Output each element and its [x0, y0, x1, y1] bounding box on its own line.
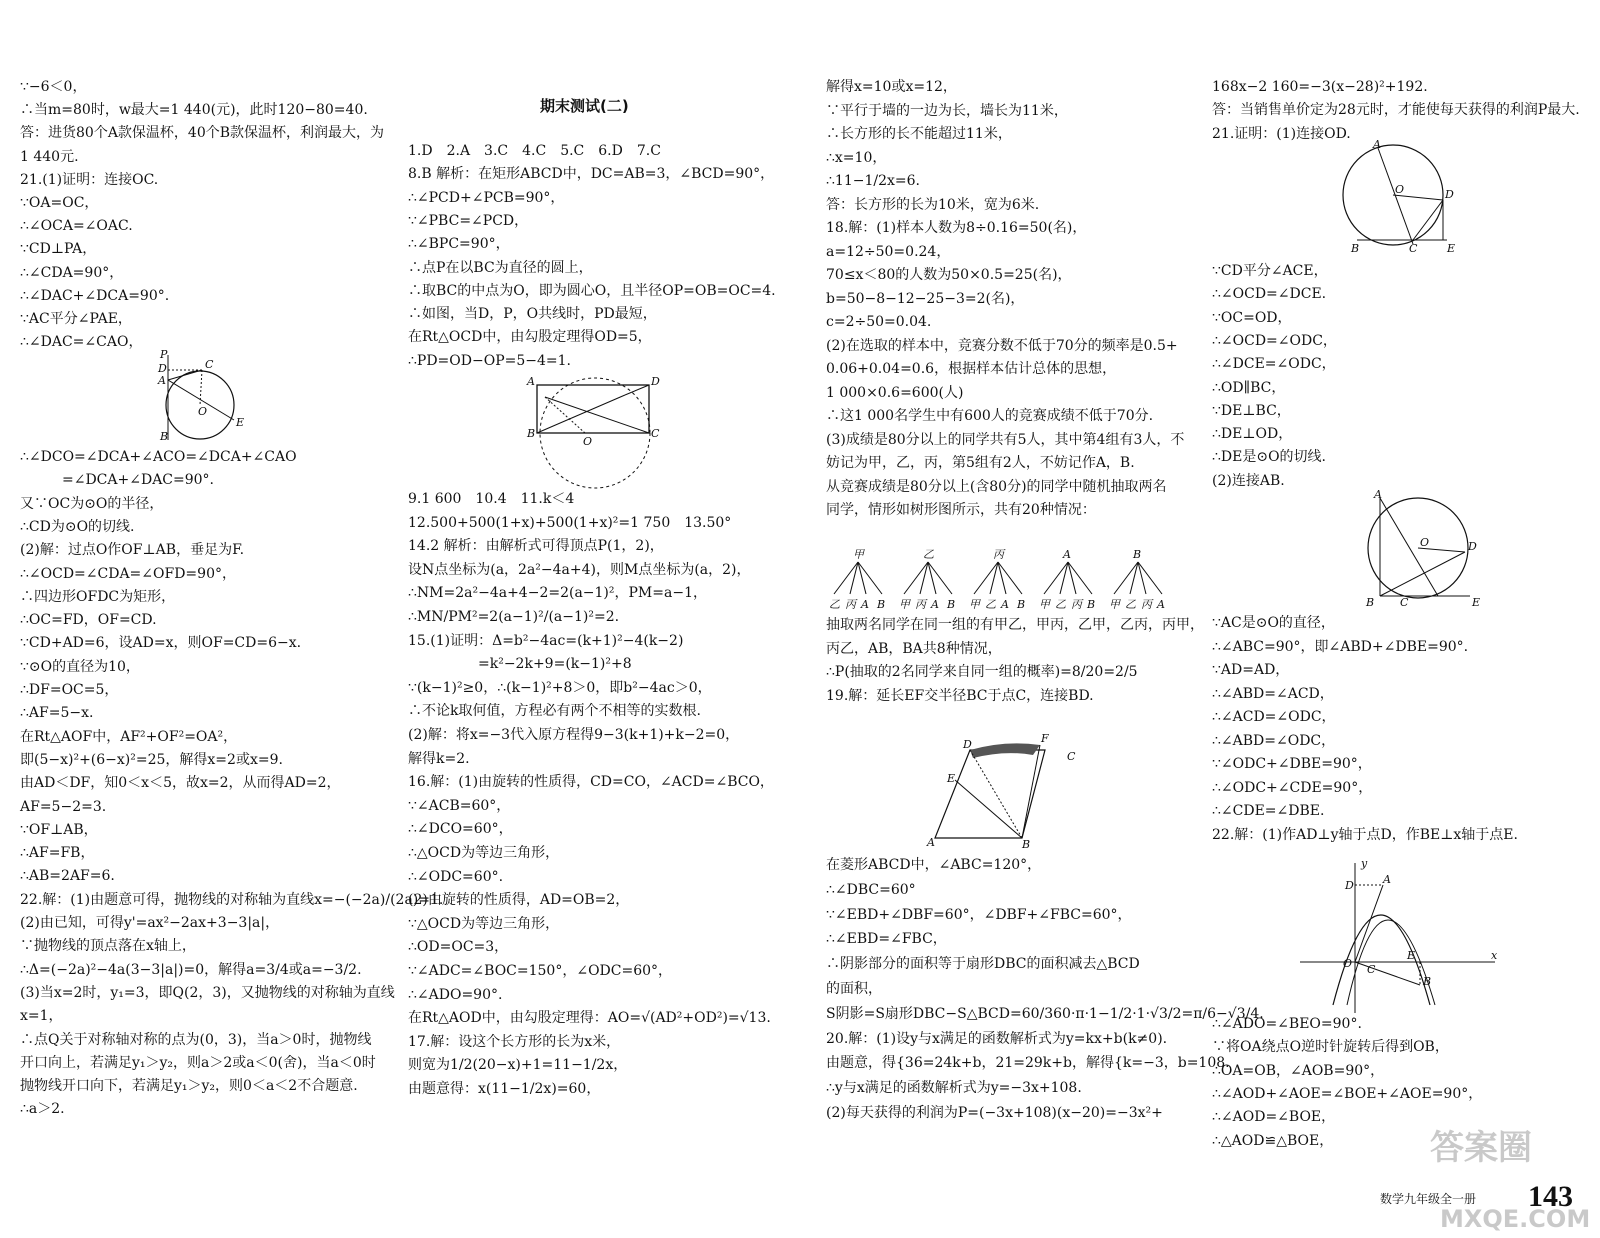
text-line: ∴∠OCD=∠ODC， [1212, 332, 1337, 349]
text-line: 16.解：(1)由旋转的性质得，CD=CO，∠ACD=∠BCO， [408, 774, 774, 791]
text-line: ∴∠ACD=∠ODC， [1212, 709, 1336, 725]
svg-text:P: P [160, 348, 168, 361]
text-line: ∵AC平分∠PAE， [20, 311, 132, 327]
text-line: ∴∠OCD=∠CDA=∠OFD=90°， [20, 565, 236, 582]
text-line: 由题意得：x(11−1/2x)=60， [408, 1081, 601, 1097]
text-line: 开口向上，若满足y₁＞y₂，则a＞2或a＜0(舍)，当a＜0时 [20, 1054, 376, 1071]
svg-text:y: y [1361, 857, 1368, 870]
text-line: ∵∠PBC=∠PCD， [408, 212, 529, 229]
svg-text:E: E [1407, 949, 1416, 962]
text-line: (2)由已知，可得y'=ax²−2ax+3−3|a|， [20, 915, 280, 931]
svg-text:O: O [583, 435, 593, 448]
text-line: ∴AF=FB， [20, 845, 95, 862]
text-line: (2)每天获得的利润为P=(−3x+108)(x−20)=−3x²+ [826, 1105, 1163, 1121]
text-line: ∴OD∥BC， [1212, 379, 1286, 396]
text-line: 在菱形ABCD中，∠ABC=120°， [826, 857, 1042, 873]
text-line: ∴DE是⊙O的切线. [1212, 449, 1327, 466]
text-line: ∴∠ADO=∠BEO=90°. [1212, 1016, 1362, 1032]
svg-text:A: A [1383, 873, 1391, 886]
text-line: 即(5−x)²+(6−x)²=25，解得x=2或x=9. [20, 751, 283, 768]
tree-leaf: A [1157, 598, 1165, 611]
text-line: ∴∠EBD=∠FBC， [826, 931, 947, 948]
svg-text:A: A [1374, 488, 1382, 501]
text-line: ∴P(抽取的2名同学来自同一组的概率)=8/20=2/5 [826, 664, 1138, 680]
text-line: 设N点坐标为(a，2a²−4a+4)，则M点坐标为(a，2)， [408, 561, 751, 578]
text-line: ∴OD=OC=3， [408, 939, 509, 956]
text-line: 的面积， [826, 981, 882, 997]
svg-text:x: x [1491, 949, 1498, 962]
tree-root: 乙 [923, 548, 934, 561]
tree-root: 甲 [853, 548, 864, 561]
svg-text:A: A [927, 836, 935, 849]
tree-leaf: A [931, 598, 939, 611]
figure-circle-tangent-2 [1335, 140, 1460, 255]
text-line: 1.D 2.A 3.C 4.C 5.C 6.D 7.C [408, 143, 661, 159]
text-line: 8.B 解析：在矩形ABCD中，DC=AB=3，∠BCD=90°， [408, 166, 775, 183]
svg-text:O: O [1395, 183, 1405, 196]
text-line: ∴∠AOD+∠AOE=∠BOE+∠AOE=90°， [1212, 1085, 1483, 1102]
text-line: ∴y与x满足的函数解析式为y=−3x+108. [826, 1080, 1082, 1097]
svg-text:B: B [1351, 242, 1360, 255]
text-line: ∴OC=FD，OF=CD. [20, 612, 157, 629]
text-line: ∴∠CDA=90°， [20, 264, 124, 281]
text-line: ∴∠DAC+∠DCA=90°. [20, 287, 170, 304]
text-line: ∴∠CDE=∠DBE. [1212, 803, 1325, 819]
text-line: ∴x=10， [826, 149, 887, 166]
tree-leaf: 乙 [1125, 598, 1136, 611]
text-line: ∴取BC的中点为O，即为圆心O，且半径OP=OB=OC=4. [408, 282, 776, 299]
section-title: 期末测试(二) [540, 97, 629, 115]
tree-root: A [1063, 548, 1071, 561]
text-line: 0.06+0.04=0.6，根据样本估计总体的思想， [826, 361, 1117, 377]
text-line: ∵∠ADC=∠BOC=150°，∠ODC=60°， [408, 963, 673, 979]
text-line: ∴CD为⊙O的切线. [20, 518, 135, 535]
text-line: 解得k=2. [408, 750, 470, 767]
text-line: ∴∠OCD=∠DCE. [1212, 286, 1327, 303]
text-line: 由题意，得{36=24k+b，21=29k+b，解得{k=−3，b=108. [826, 1055, 1230, 1072]
text-line: x=1， [20, 1008, 63, 1025]
text-line: ∴NM=2a²−4a+4−2=2(a−1)²，PM=a−1， [408, 585, 707, 602]
svg-text:C: C [1067, 750, 1076, 763]
text-line: ∴OA=OB，∠AOB=90°， [1212, 1062, 1385, 1079]
text-line: ∵OF⊥AB， [20, 821, 98, 838]
text-line: ∴AB=2AF=6. [20, 868, 115, 885]
text-line: 妨记为甲，乙，丙，第5组有2人，不妨记作A，B. [826, 455, 1135, 471]
text-line: (2)解：将x=−3代入原方程得9−3(k+1)+k−2=0， [408, 727, 740, 743]
text-line: ∵将OA绕点O逆时针旋转后得到OB， [1212, 1039, 1449, 1056]
text-line: ∴△OCD为等边三角形， [408, 845, 560, 861]
watermark-url: MXQE.COM [1440, 1205, 1591, 1233]
text-line: 解得x=10或x=12， [826, 79, 957, 95]
tree-leaf: 乙 [1055, 598, 1066, 611]
svg-text:D: D [1345, 879, 1354, 892]
figure-circle-tangent-3 [1360, 490, 1485, 610]
svg-text:A: A [158, 374, 166, 387]
text-line: ∵△OCD为等边三角形， [408, 915, 560, 932]
tree-leaf: B [877, 598, 886, 611]
text-line: ∵∠ODC+∠DBE=90°， [1212, 756, 1372, 772]
text-line: ∴点Q关于对称轴对称的点为(0，3)，当a＞0时，抛物线 [20, 1031, 372, 1048]
text-line: 12.500+500(1+x)+500(1+x)²=1 750 13.50° [408, 514, 732, 531]
tree-leaf: B [947, 598, 956, 611]
svg-text:B: B [1423, 975, 1432, 988]
tree-leaf: 甲 [969, 598, 980, 611]
text-line: ∵CD平分∠ACE， [1212, 263, 1328, 279]
svg-text:E: E [947, 772, 956, 785]
text-line: ∴点P在以BC为直径的圆上， [408, 259, 593, 276]
text-line: ∴∠ODC+∠CDE=90°， [1212, 779, 1373, 796]
text-line: ∴∠ABC=90°，即∠ABD+∠DBE=90°. [1212, 638, 1469, 655]
tree-leaf: A [861, 598, 869, 611]
text-line: 在Rt△OCD中，由勾股定理得OD=5， [408, 329, 652, 346]
text-line: (2)在选取的样本中，竞赛分数不低于70分的频率是0.5+ [826, 337, 1178, 354]
svg-text:F: F [1041, 732, 1049, 745]
text-line: ∵CD⊥PA， [20, 241, 97, 258]
text-line: ∵平行于墙的一边为长，墙长为11米， [826, 102, 1068, 119]
tree-diagram [828, 548, 1188, 618]
text-line: ∴这1 000名学生中有600人的竞赛成绩不低于70分. [826, 408, 1154, 424]
text-line: b=50−8−12−25−3=2(名)， [826, 290, 1025, 307]
figure-parabola-axes [1295, 855, 1500, 1015]
svg-text:C: C [205, 358, 214, 371]
text-line: (2)连接AB. [1212, 472, 1285, 489]
tree-leaf: 乙 [829, 598, 840, 611]
text-line: ∴不论k取何值，方程必有两个不相等的实数根. [408, 703, 701, 720]
text-line: 9.1 600 10.4 11.k＜4 [408, 491, 575, 507]
svg-text:D: D [1445, 188, 1454, 201]
text-line: ∴AF=5−x. [20, 705, 94, 722]
text-line: 在Rt△AOD中，由勾股定理得：AO=√(AD²+OD²)=√13. [408, 1010, 771, 1027]
text-line: 由AD＜DF，知0＜x＜5，故x=2，从而得AD=2， [20, 775, 341, 792]
text-line: ∴阴影部分的面积等于扇形DBC的面积减去△BCD [826, 956, 1140, 973]
text-line: ∴DF=OC=5， [20, 682, 119, 698]
text-line: ∴∠DCO=60°， [408, 821, 513, 838]
svg-text:D: D [1468, 540, 1477, 553]
figure-rhombus-sector [925, 730, 1085, 850]
text-line: ∵OA=OC， [20, 195, 99, 211]
tree-leaf: B [1087, 598, 1096, 611]
text-line: 14.2 解析：由解析式可得顶点P(1，2)， [408, 538, 664, 555]
svg-text:C: C [651, 427, 660, 440]
text-line: 18.解：(1)样本人数为8÷0.16=50(名)， [826, 220, 1087, 236]
text-line: a=12÷50=0.24， [826, 243, 951, 260]
text-line: ∴△AOD≌△BOE， [1212, 1132, 1334, 1149]
svg-text:B: B [160, 430, 169, 443]
svg-text:C: C [1400, 596, 1409, 609]
figure-circle-tangent [150, 350, 245, 445]
svg-text:A: A [527, 375, 535, 388]
text-line: 在Rt△AOF中，AF²+OF²=OA²， [20, 728, 238, 745]
svg-text:O: O [1420, 536, 1430, 549]
text-line: ∴∠OCA=∠OAC. [20, 218, 133, 235]
text-line: 21.证明：(1)连接OD. [1212, 125, 1351, 142]
text-line: ∵CD+AD=6，设AD=x，则OF=CD=6−x. [20, 635, 302, 652]
text-line: ∴∠DAC=∠CAO， [20, 334, 143, 351]
page-number: 143 [1528, 1180, 1573, 1213]
text-line: (3)当x=2时，y₁=3，即Q(2，3)，又抛物线的对称轴为直线 [20, 984, 395, 1001]
text-line: AF=5−2=3. [20, 798, 107, 815]
text-line: ∴∠DBC=60° [826, 881, 916, 898]
svg-text:C: C [1409, 242, 1418, 255]
figure-rectangle-circle [525, 375, 670, 490]
text-line: ∴11−1/2x=6. [826, 173, 920, 189]
text-line: ∴∠ADO=90°. [408, 986, 503, 1003]
text-line: ∵⊙O的直径为10， [20, 658, 140, 675]
text-line: ∵∠ACB=60°， [408, 797, 511, 814]
text-line: ∴四边形OFDC为矩形， [20, 588, 176, 605]
text-line: 1 000×0.6=600(人) [826, 384, 964, 401]
text-line: S阴影=S扇形DBC−S△BCD=60/360·π·1−1/2·1·√3/2=π/6−√3/4. [826, 1005, 1264, 1022]
text-line: c=2÷50=0.04. [826, 314, 932, 330]
text-line: ∵−6＜0， [20, 79, 87, 95]
text-line: 又∵OC为⊙O的半径， [20, 495, 164, 512]
text-line: 22.解：(1)由题意可得，抛物线的对称轴为直线x=−(−2a)/(2a)=1. [20, 891, 444, 908]
text-line: 答：长方形的长为10米，宽为6米. [826, 196, 1040, 213]
text-line: 22.解：(1)作AD⊥y轴于点D，作BE⊥x轴于点E. [1212, 826, 1518, 843]
svg-text:O: O [1343, 957, 1353, 970]
text-line: ∴∠PCD+∠PCB=90°， [408, 189, 565, 206]
svg-text:C: C [1367, 963, 1376, 976]
svg-text:D: D [651, 375, 660, 388]
svg-text:E: E [236, 416, 245, 429]
text-line: ∴a＞2. [20, 1101, 65, 1118]
text-line: (2)解：过点O作OF⊥AB，垂足为F. [20, 542, 245, 559]
text-line: ∴∠AOD=∠BOE， [1212, 1109, 1336, 1126]
text-line: ∵∠EBD+∠DBF=60°，∠DBF+∠FBC=60°， [826, 906, 1132, 923]
svg-text:E: E [1447, 242, 1456, 255]
svg-text:B: B [1022, 838, 1031, 851]
svg-text:A: A [1373, 138, 1381, 151]
tree-root: B [1133, 548, 1142, 561]
text-line: ∴∠ABD=∠ACD， [1212, 685, 1334, 702]
text-line: ∴∠ABD=∠ODC， [1212, 732, 1336, 749]
text-line: ∴∠BPC=90°， [408, 236, 510, 253]
text-line: ∵DE⊥BC， [1212, 402, 1291, 419]
text-line: ∴DE⊥OD， [1212, 426, 1293, 443]
text-line: ∴PD=OD−OP=5−4=1. [408, 352, 571, 369]
svg-text:B: B [1366, 596, 1375, 609]
svg-text:E: E [1472, 596, 1481, 609]
text-line: 15.(1)证明：Δ=b²−4ac=(k+1)²−4(k−2) [408, 632, 684, 649]
text-line: 21.(1)证明：连接OC. [20, 171, 159, 188]
text-line: 则宽为1/2(20−x)+1=11−1/2x， [408, 1057, 628, 1074]
tree-root: 丙 [993, 548, 1004, 561]
text-line: 20.解：(1)设y与x满足的函数解析式为y=kx+b(k≠0). [826, 1030, 1168, 1047]
tree-leaf: 甲 [1109, 598, 1120, 611]
tree-leaf: 乙 [985, 598, 996, 611]
text-line: ∵(k−1)²≥0，∴(k−1)²+8＞0，即b²−4ac＞0， [408, 679, 712, 696]
text-line: 抛物线开口向下，若满足y₁＞y₂，则0＜a＜2不合题意. [20, 1078, 358, 1095]
text-line: =k²−2k+9=(k−1)²+8 [408, 656, 632, 673]
text-line: 丙乙，AB，BA共8种情况， [826, 640, 1002, 657]
text-line: 答：进货80个A款保温杯，40个B款保温杯，利润最大，为 [20, 125, 385, 142]
text-line: ∴长方形的长不能超过11米， [826, 126, 1012, 142]
text-line: ∵AC是⊙O的直径， [1212, 615, 1335, 631]
tree-leaf: 甲 [1039, 598, 1050, 611]
tree-leaf: 甲 [899, 598, 910, 611]
svg-text:B: B [527, 427, 536, 440]
tree-leaf: A [1001, 598, 1009, 611]
watermark-logo: 答案圈 [1430, 1128, 1532, 1168]
text-line: 抽取两名同学在同一组的有甲乙，甲丙，乙甲，乙丙，丙甲， [826, 617, 1204, 633]
text-line: 17.解：设这个长方形的长为x米， [408, 1033, 621, 1050]
tree-leaf: 丙 [915, 598, 926, 611]
text-line: (3)成绩是80分以上的同学共有5人，其中第4组有3人，不 [826, 431, 1185, 448]
text-line: ∴如图，当D，P，O共线时，PD最短， [408, 306, 657, 323]
tree-leaf: 丙 [1141, 598, 1152, 611]
text-line: 168x−2 160=−3(x−28)²+192. [1212, 79, 1428, 95]
text-line: ∴∠DCE=∠ODC， [1212, 356, 1336, 373]
text-line: ∴∠ODC=60°. [408, 868, 504, 885]
text-line: ∴MN/PM²=2(a−1)²/(a−1)²=2. [408, 609, 620, 625]
tree-leaf: B [1017, 598, 1026, 611]
text-line: ∵抛物线的顶点落在x轴上， [20, 938, 196, 955]
text-line: ∴Δ=(−2a)²−4a(3−3|a|)=0，解得a=3/4或a=−3/2. [20, 961, 362, 978]
text-line: (2)由旋转的性质得，AD=OB=2， [408, 892, 630, 909]
text-line: 同学，情形如树形图所示，共有20种情况： [826, 502, 1096, 518]
text-line: 从竞赛成绩是80分以上(含80分)的同学中随机抽取两名 [826, 478, 1167, 495]
svg-text:D: D [158, 362, 167, 375]
text-line: 答：当销售单价定为28元时，才能使每天获得的利润P最大. [1212, 102, 1580, 119]
text-line: =∠DCA+∠DAC=90°. [20, 472, 215, 489]
tree-leaf: 丙 [845, 598, 856, 611]
text-line: ∴当m=80时，w最大=1 440(元)，此时120−80=40. [20, 102, 368, 119]
svg-text:D: D [963, 738, 972, 751]
tree-leaf: 丙 [1071, 598, 1082, 611]
text-line: ∵AD=AD， [1212, 662, 1290, 678]
text-line: 1 440元. [20, 148, 79, 165]
text-line: 19.解：延长EF交半径BC于点C，连接BD. [826, 687, 1094, 704]
text-line: 70≤x＜80的人数为50×0.5=25(名)， [826, 267, 1072, 283]
text-line: ∵OC=OD， [1212, 309, 1292, 326]
svg-text:O: O [198, 405, 208, 418]
book-title: 数学九年级全一册 [1380, 1192, 1477, 1206]
text-line: ∴∠DCO=∠DCA+∠ACO=∠DCA+∠CAO [20, 449, 297, 465]
